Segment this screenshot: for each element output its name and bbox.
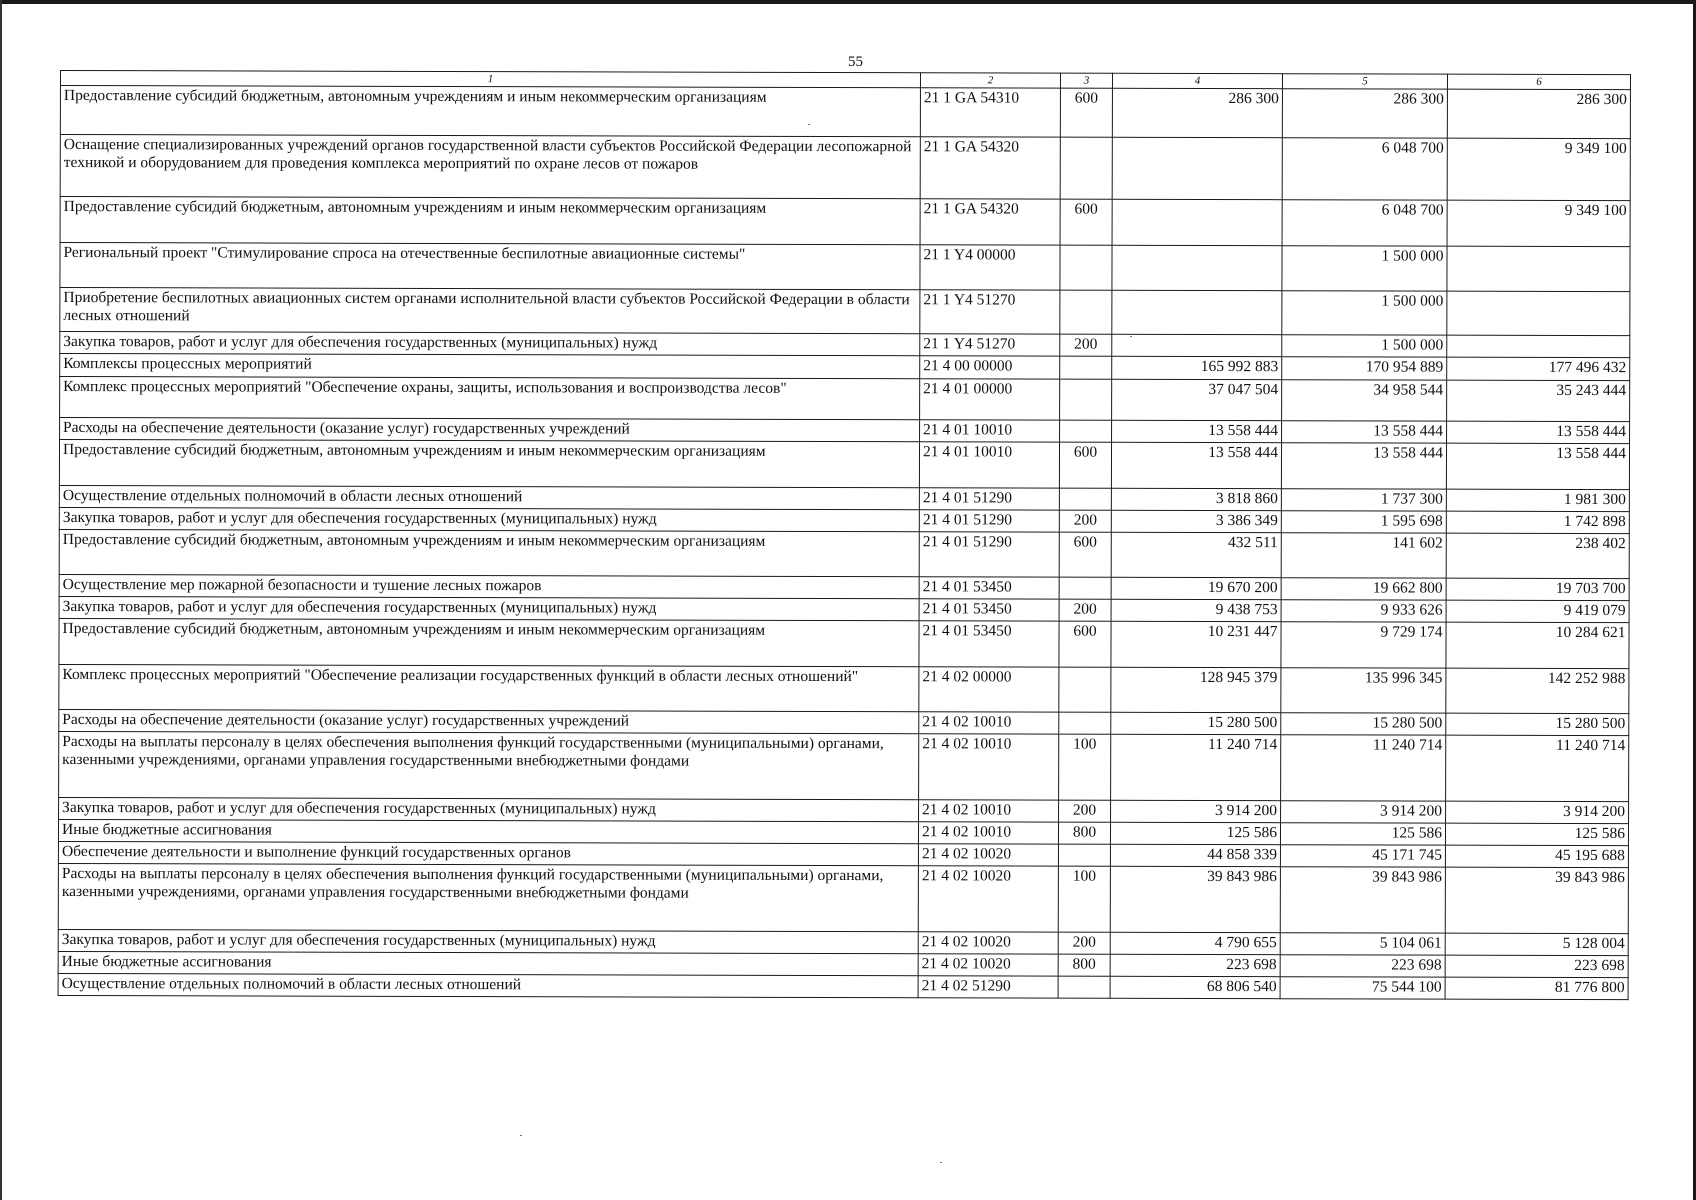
row-value-col4: 19 670 200: [1111, 577, 1281, 599]
row-value-col4: 68 806 540: [1110, 976, 1280, 998]
row-name: Закупка товаров, работ и услуг для обеспечения государственных (муниципальных) нужд: [59, 797, 919, 821]
row-code: 21 1 GA 54320: [920, 137, 1060, 199]
row-value-col6: [1447, 246, 1630, 291]
row-value-col4: 223 698: [1110, 954, 1280, 976]
row-name: Предоставление субсидий бюджетным, автономным учреждениям и иным некоммерческим организациям: [60, 197, 920, 245]
row-expense-type: [1059, 577, 1111, 599]
page-number: 55: [848, 54, 863, 70]
row-value-col5: 9 933 626: [1281, 600, 1446, 622]
row-code: 21 4 01 00000: [920, 379, 1060, 420]
table-row: [60, 288, 1630, 336]
row-code: 21 4 01 10010: [919, 442, 1059, 488]
row-code: 21 4 01 53450: [919, 577, 1059, 599]
table-row: [58, 973, 1628, 999]
row-expense-type: 100: [1058, 866, 1110, 932]
row-value-col5: 9 729 174: [1281, 622, 1446, 668]
row-value-col4: 3 818 860: [1111, 488, 1281, 510]
row-name: Предоставление субсидий бюджетным, автономным учреждениям и иным некоммерческим организациям: [59, 618, 919, 666]
row-value-col5: 170 954 889: [1282, 357, 1447, 380]
row-value-col4: 286 300: [1112, 88, 1282, 137]
row-value-col4: 165 992 883: [1112, 356, 1282, 379]
row-name: Обеспечение деятельности и выполнение функций государственных органов: [58, 841, 918, 865]
row-value-col5: 75 544 100: [1280, 977, 1445, 999]
row-name: Осуществление отдельных полномочий в области лесных отношений: [58, 973, 918, 997]
row-code: 21 1 Y4 51270: [920, 290, 1060, 334]
row-value-col5: 34 958 544: [1282, 380, 1447, 421]
table-row: [60, 135, 1630, 201]
row-expense-type: [1058, 844, 1110, 866]
row-name: Предоставление субсидий бюджетным, автономным учреждениям и иным некоммерческим организациям: [59, 529, 919, 576]
row-name: Закупка товаров, работ и услуг для обеспечения государственных (муниципальных) нужд: [60, 332, 920, 356]
row-value-col6: 10 284 621: [1446, 622, 1629, 668]
row-value-col6: 3 914 200: [1446, 801, 1629, 823]
row-value-col6: 125 586: [1445, 823, 1628, 845]
table-row: [59, 664, 1629, 713]
row-value-col4: 4 790 655: [1110, 932, 1280, 954]
row-code: 21 4 01 51290: [919, 488, 1059, 510]
row-value-col6: 1 981 300: [1446, 489, 1629, 511]
row-value-col6: 19 703 700: [1446, 578, 1629, 600]
row-expense-type: [1059, 488, 1111, 510]
row-value-col6: 238 402: [1446, 533, 1629, 578]
row-value-col5: 15 280 500: [1281, 713, 1446, 735]
row-value-col6: 15 280 500: [1446, 713, 1629, 735]
row-expense-type: 600: [1059, 442, 1111, 488]
row-value-col5: 223 698: [1280, 955, 1445, 977]
row-value-col5: 13 558 444: [1282, 421, 1447, 443]
row-name: Приобретение беспилотных авиационных систем органами исполнительной власти субъектов Российской Федерации в области лесных отношений: [60, 288, 920, 334]
header-col-3: 3: [1060, 73, 1112, 88]
row-value-col6: 286 300: [1447, 89, 1630, 138]
row-code: 21 4 01 53450: [919, 621, 1059, 667]
row-code: 21 4 02 10020: [918, 932, 1058, 954]
row-value-col6: 35 243 444: [1447, 380, 1630, 421]
header-col-1: 1: [60, 71, 920, 88]
row-value-col6: 11 240 714: [1446, 735, 1629, 801]
row-value-col4: 9 438 753: [1111, 599, 1281, 621]
row-value-col5: 1 737 300: [1281, 489, 1446, 511]
row-expense-type: 800: [1058, 822, 1110, 844]
row-value-col4: [1112, 199, 1282, 245]
row-value-col5: 13 558 444: [1281, 443, 1446, 489]
row-value-col6: 9 349 100: [1447, 200, 1630, 246]
row-value-col5: 125 586: [1280, 823, 1445, 845]
row-value-col6: 9 349 100: [1447, 138, 1630, 200]
row-value-col4: [1112, 245, 1282, 290]
table-row: [60, 243, 1630, 292]
row-code: 21 1 GA 54320: [920, 199, 1060, 245]
row-name: Осуществление отдельных полномочий в области лесных отношений: [59, 485, 919, 509]
row-value-col5: 1 500 000: [1282, 246, 1447, 291]
row-value-col4: 432 511: [1111, 532, 1281, 577]
row-value-col6: 13 558 444: [1447, 421, 1630, 443]
row-expense-type: 600: [1060, 199, 1112, 245]
row-value-col5: 39 843 986: [1280, 867, 1445, 933]
row-name: Предоставление субсидий бюджетным, автономным учреждениям и иным некоммерческим организациям: [60, 86, 920, 137]
row-code: 21 4 02 10020: [918, 866, 1058, 932]
row-value-col6: 9 419 079: [1446, 600, 1629, 622]
row-value-col4: 125 586: [1110, 822, 1280, 844]
row-value-col6: 223 698: [1445, 955, 1628, 977]
row-value-col6: 5 128 004: [1445, 933, 1628, 955]
row-value-col4: 128 945 379: [1111, 667, 1281, 712]
row-name: Комплексы процессных мероприятий: [60, 354, 920, 379]
table-row: [59, 618, 1629, 668]
row-name: Комплекс процессных мероприятий "Обеспечение охраны, защиты, использования и воспроизводства лесов": [60, 377, 920, 420]
row-name: Осуществление мер пожарной безопасности и тушение лесных пожаров: [59, 574, 919, 598]
row-value-col6: [1447, 335, 1630, 357]
row-code: 21 4 01 53450: [919, 599, 1059, 621]
row-expense-type: 200: [1059, 510, 1111, 532]
row-value-col4: 3 914 200: [1111, 800, 1281, 822]
row-code: 21 1 Y4 51270: [920, 334, 1060, 356]
row-value-col4: 3 386 349: [1111, 510, 1281, 532]
row-value-col4: 13 558 444: [1112, 420, 1282, 442]
row-code: 21 4 02 10010: [919, 712, 1059, 734]
row-value-col6: 13 558 444: [1446, 443, 1629, 489]
row-name: Иные бюджетные ассигнования: [58, 951, 918, 975]
row-name: Закупка товаров, работ и услуг для обеспечения государственных (муниципальных) нужд: [59, 596, 919, 620]
row-value-col5: 45 171 745: [1280, 845, 1445, 867]
row-name: Закупка товаров, работ и услуг для обеспечения государственных (муниципальных) нужд: [59, 507, 919, 531]
table-row: [58, 863, 1628, 933]
table-body: [58, 86, 1630, 1000]
budget-table: [58, 70, 1631, 1000]
row-expense-type: 200: [1058, 932, 1110, 954]
row-expense-type: 200: [1059, 599, 1111, 621]
scan-speck: [520, 1135, 522, 1136]
row-expense-type: 100: [1059, 734, 1111, 800]
scan-speck: [808, 124, 810, 125]
row-code: 21 1 Y4 00000: [920, 245, 1060, 290]
row-expense-type: [1060, 137, 1112, 199]
row-value-col5: 1 500 000: [1282, 291, 1447, 335]
header-col-2: 2: [920, 73, 1060, 88]
row-value-col4: [1112, 334, 1282, 356]
row-expense-type: [1058, 976, 1110, 998]
row-value-col5: 11 240 714: [1281, 735, 1446, 801]
row-code: 21 4 00 00000: [920, 356, 1060, 379]
scan-edge-top: [0, 0, 1696, 4]
row-value-col5: 286 300: [1282, 89, 1447, 138]
scan-speck: [1130, 336, 1132, 337]
row-value-col6: 45 195 688: [1445, 845, 1628, 867]
scan-edge-left: [0, 0, 2, 1200]
row-expense-type: [1060, 245, 1112, 290]
row-value-col5: 135 996 345: [1281, 668, 1446, 713]
row-expense-type: [1059, 667, 1111, 712]
row-expense-type: 600: [1060, 88, 1112, 137]
row-code: 21 4 02 10010: [919, 734, 1059, 800]
scan-speck: [940, 1162, 942, 1163]
row-value-col6: [1447, 291, 1630, 335]
row-expense-type: 800: [1058, 954, 1110, 976]
row-code: 21 4 02 10010: [918, 822, 1058, 844]
row-value-col4: 37 047 504: [1112, 379, 1282, 420]
row-value-col6: 39 843 986: [1445, 867, 1628, 933]
row-value-col4: 10 231 447: [1111, 621, 1281, 667]
row-name: Комплекс процессных мероприятий "Обеспечение реализации государственных функций в области лесных отношений": [59, 664, 919, 711]
header-col-4: 4: [1112, 73, 1282, 88]
row-value-col4: 39 843 986: [1110, 866, 1280, 932]
table-row: [60, 377, 1630, 422]
row-expense-type: 600: [1059, 532, 1111, 577]
row-name: Расходы на обеспечение деятельности (оказание услуг) государственных учреждений: [60, 418, 920, 442]
row-value-col5: 6 048 700: [1282, 138, 1447, 200]
row-value-col5: 141 602: [1281, 533, 1446, 578]
header-col-6: 6: [1447, 74, 1630, 89]
table-row: [59, 731, 1629, 801]
row-name: Предоставление субсидий бюджетным, автономным учреждениям и иным некоммерческим организациям: [59, 440, 919, 488]
row-name: Расходы на обеспечение деятельности (оказание услуг) государственных учреждений: [59, 709, 919, 733]
row-code: 21 1 GA 54310: [920, 88, 1060, 137]
row-value-col4: 15 280 500: [1111, 712, 1281, 734]
row-value-col6: 177 496 432: [1447, 357, 1630, 380]
row-code: 21 4 02 10020: [918, 954, 1058, 976]
header-col-5: 5: [1282, 74, 1447, 89]
row-code: 21 4 01 10010: [920, 420, 1060, 442]
row-expense-type: [1060, 290, 1112, 334]
row-value-col5: 1 500 000: [1282, 335, 1447, 357]
row-expense-type: [1060, 379, 1112, 420]
row-value-col4: 11 240 714: [1111, 734, 1281, 800]
row-value-col6: 81 776 800: [1445, 977, 1628, 999]
row-value-col5: 5 104 061: [1280, 933, 1445, 955]
row-code: 21 4 02 10010: [919, 800, 1059, 822]
table-row: [59, 529, 1629, 578]
row-expense-type: 200: [1059, 800, 1111, 822]
row-code: 21 4 02 00000: [919, 667, 1059, 712]
table-row: [60, 197, 1630, 247]
row-value-col4: 13 558 444: [1111, 442, 1281, 488]
table-row: [59, 440, 1629, 490]
row-expense-type: 600: [1059, 621, 1111, 667]
row-code: 21 4 02 10020: [918, 844, 1058, 866]
row-name: Закупка товаров, работ и услуг для обеспечения государственных (муниципальных) нужд: [58, 929, 918, 953]
row-name: Оснащение специализированных учреждений органов государственной власти субъектов Российской Федерации лесопожарной техникой и оборудованием для проведения комплекса мероприятий по охране лесов от пожаров: [60, 135, 920, 199]
row-value-col4: [1112, 290, 1282, 334]
row-name: Иные бюджетные ассигнования: [58, 819, 918, 843]
row-value-col6: 142 252 988: [1446, 668, 1629, 713]
row-expense-type: [1060, 356, 1112, 379]
row-name: Региональный проект "Стимулирование спроса на отечественные беспилотные авиационные системы": [60, 243, 920, 290]
row-code: 21 4 01 51290: [919, 510, 1059, 532]
row-value-col4: [1112, 137, 1282, 199]
row-value-col5: 19 662 800: [1281, 578, 1446, 600]
row-name: Расходы на выплаты персоналу в целях обеспечения выполнения функций государственными (муниципальными) органами, казенными учреждениями, органами управления государственными внебюджетными фондами: [58, 863, 918, 931]
table-row: [60, 86, 1630, 139]
row-expense-type: [1059, 712, 1111, 734]
row-value-col4: 44 858 339: [1110, 844, 1280, 866]
row-value-col6: 1 742 898: [1446, 511, 1629, 533]
row-value-col5: 3 914 200: [1281, 801, 1446, 823]
row-value-col5: 1 595 698: [1281, 511, 1446, 533]
row-name: Расходы на выплаты персоналу в целях обеспечения выполнения функций государственными (муниципальными) органами, казенными учреждениями, органами управления государственными внебюджетными фондами: [59, 731, 919, 799]
row-expense-type: 200: [1060, 334, 1112, 356]
row-code: 21 4 01 51290: [919, 532, 1059, 577]
row-value-col5: 6 048 700: [1282, 200, 1447, 246]
row-code: 21 4 02 51290: [918, 976, 1058, 998]
row-expense-type: [1060, 420, 1112, 442]
